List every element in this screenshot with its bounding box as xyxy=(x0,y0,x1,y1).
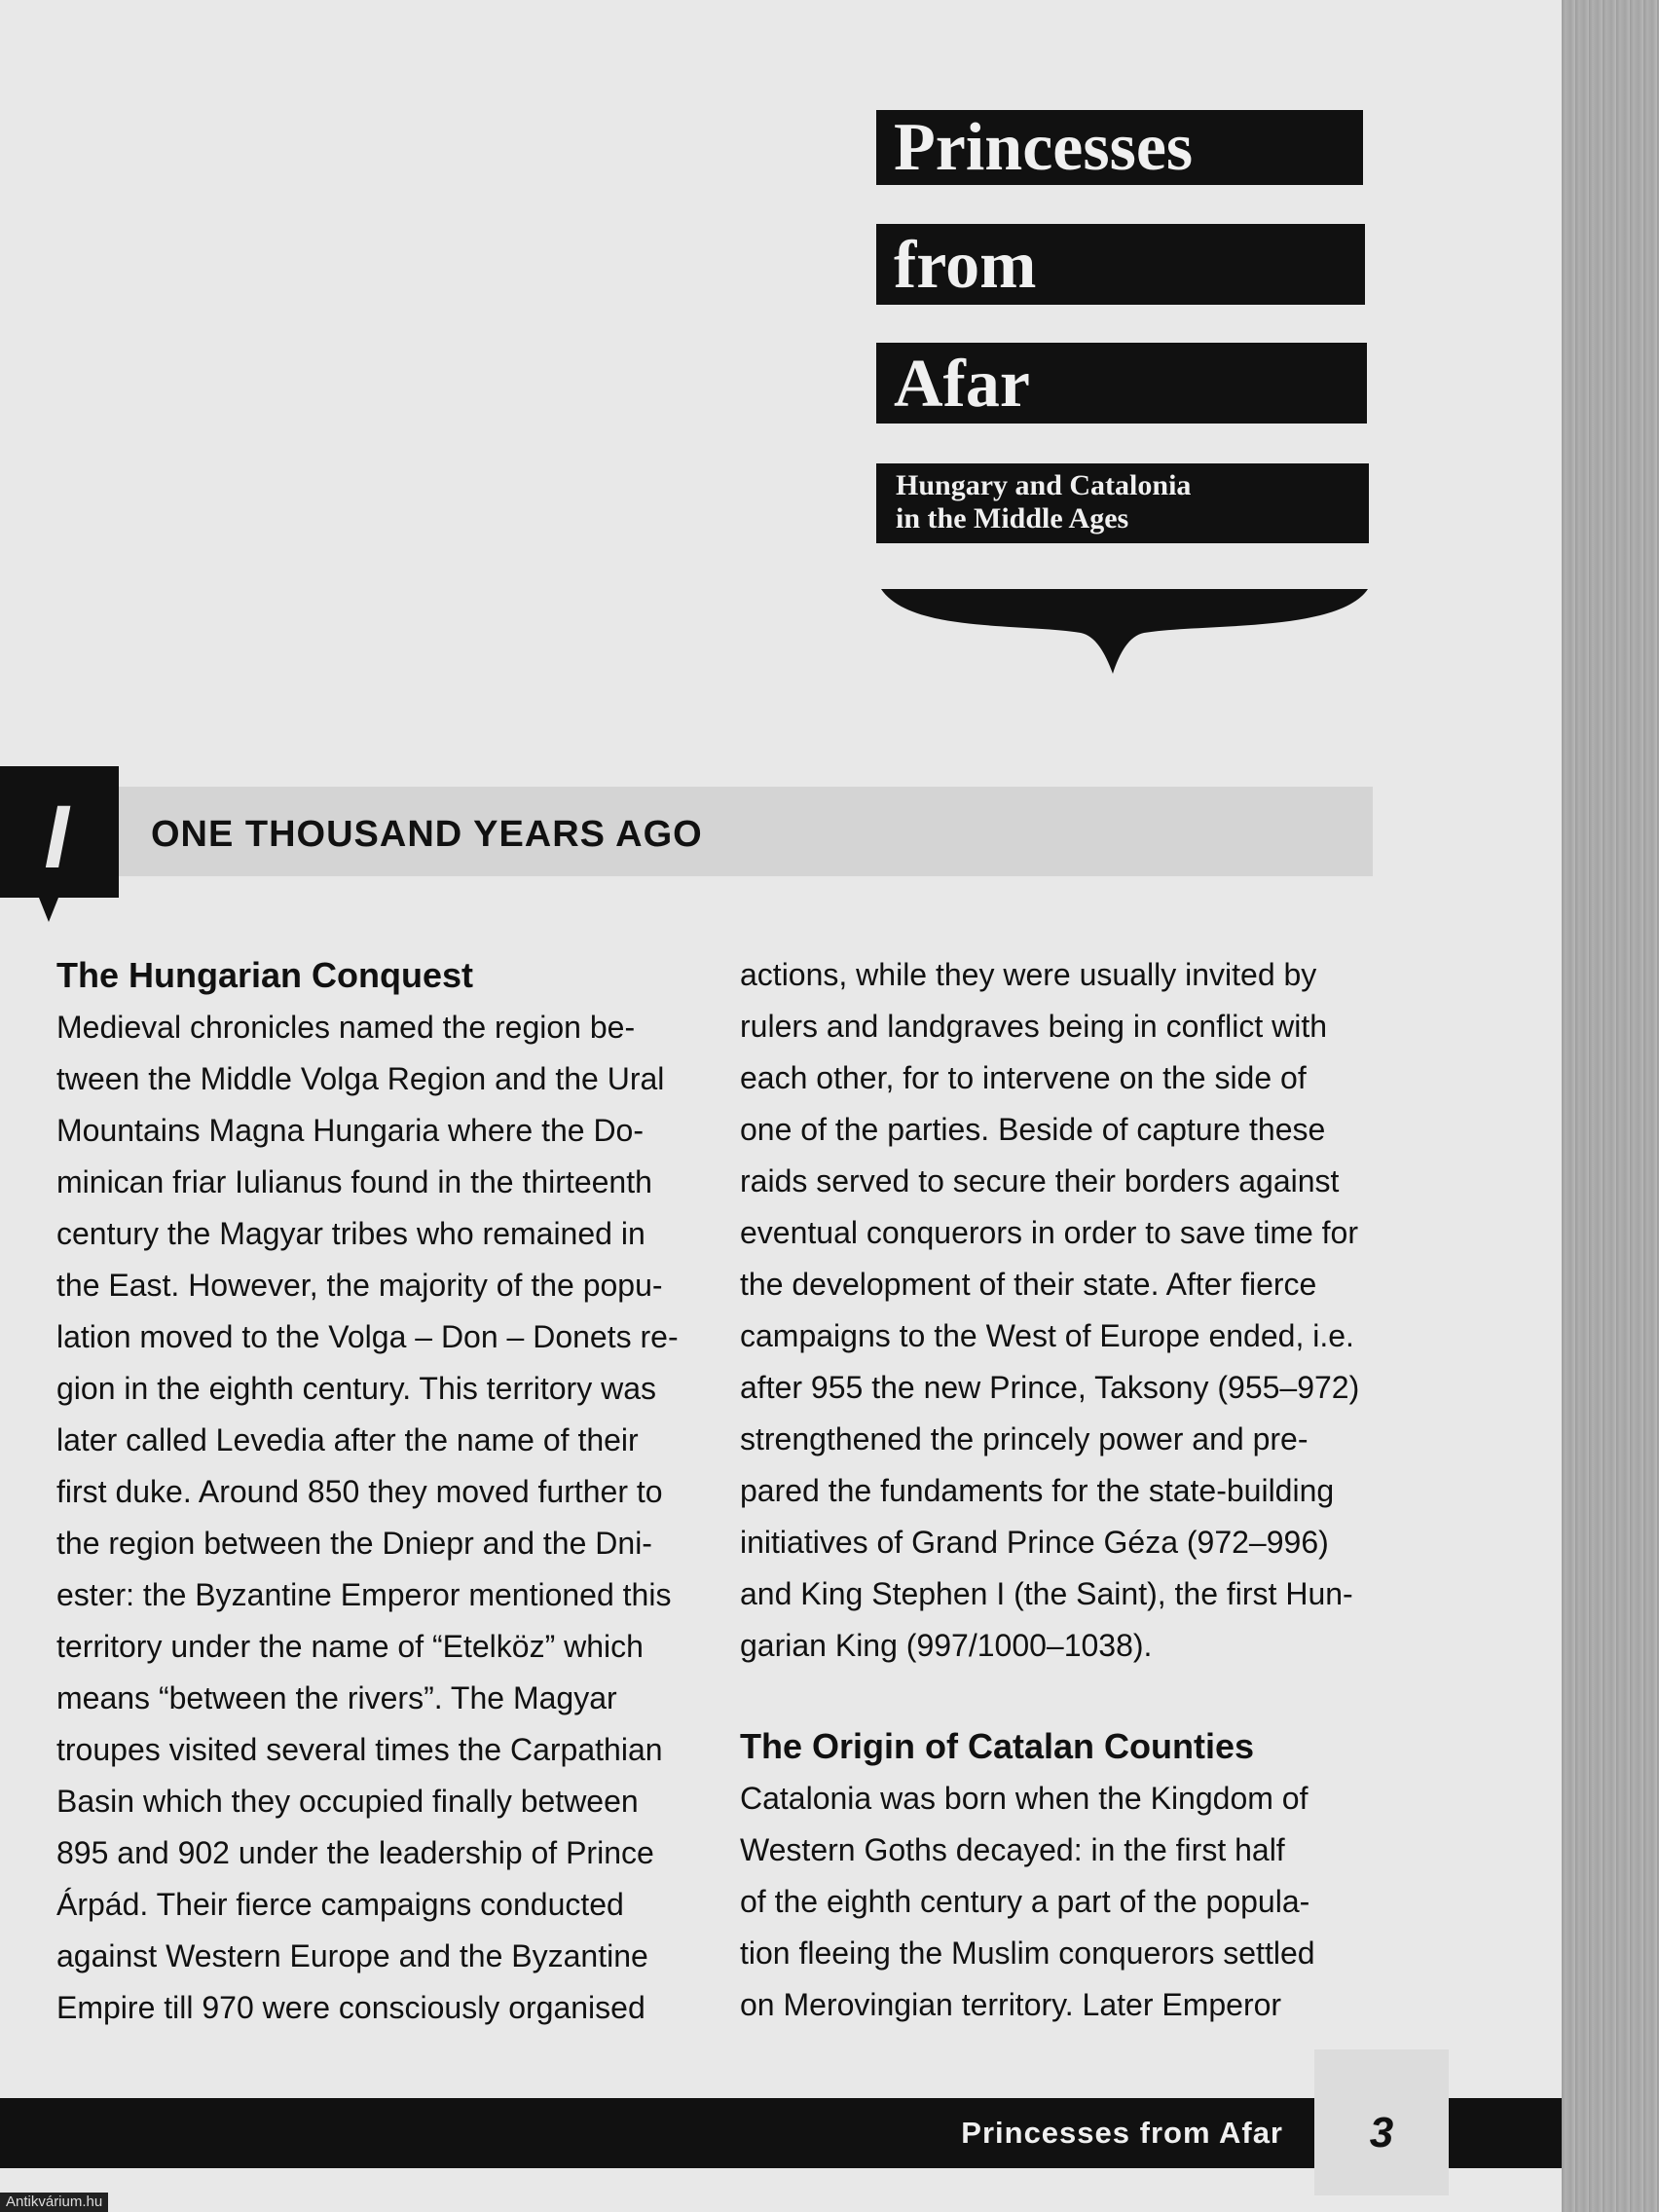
text-line: of the eighth century a part of the popula- xyxy=(740,1884,1310,1919)
title-line-3: Afar xyxy=(876,343,1367,424)
subtitle-block xyxy=(876,463,1369,543)
text-line: garian King (997/1000–1038). xyxy=(740,1628,1153,1663)
text-line: lation moved to the Volga – Don – Donets re- xyxy=(56,1319,679,1354)
text-line: and King Stephen I (the Saint), the first Hun- xyxy=(740,1576,1353,1611)
text-line: gion in the eighth century. This territory was xyxy=(56,1371,656,1406)
text-line: Medieval chronicles named the region be- xyxy=(56,1010,636,1045)
left-column xyxy=(56,949,728,2034)
text-line: ester: the Byzantine Emperor mentioned this xyxy=(56,1577,672,1612)
text-line: raids served to secure their borders against xyxy=(740,1163,1340,1198)
text-line: century the Magyar tribes who remained in xyxy=(56,1216,645,1251)
text-line: later called Levedia after the name of their xyxy=(56,1422,639,1457)
text-line: initiatives of Grand Prince Géza (972–996) xyxy=(740,1525,1329,1560)
right-column xyxy=(740,949,1412,2031)
text-line: rulers and landgraves being in conflict with xyxy=(740,1009,1327,1044)
text-line: actions, while they were usually invited by xyxy=(740,957,1317,992)
text-line: strengthened the princely power and pre- xyxy=(740,1421,1309,1456)
text-line: tween the Middle Volga Region and the Ural xyxy=(56,1061,665,1096)
text-line: tion fleeing the Muslim conquerors settled xyxy=(740,1936,1315,1971)
chapter-numeral: I xyxy=(44,788,69,887)
text-line: campaigns to the West of Europe ended, i.e. xyxy=(740,1318,1354,1353)
text-line: means “between the rivers”. The Magyar xyxy=(56,1680,617,1715)
text-line: minican friar Iulianus found in the thirteenth xyxy=(56,1164,652,1199)
page-number: 3 xyxy=(1369,2109,1394,2157)
running-title: Princesses from Afar xyxy=(961,2116,1283,2150)
conquest-text-right xyxy=(740,949,1412,1672)
text-line: on Merovingian territory. Later Emperor xyxy=(740,1987,1282,2022)
text-line: 895 and 902 under the leadership of Prince xyxy=(56,1835,654,1870)
section-spacer xyxy=(740,1672,1412,1720)
text-line: first duke. Around 850 they moved further to xyxy=(56,1474,663,1509)
title-line-1: Princesses xyxy=(876,110,1363,185)
text-line: Árpád. Their fierce campaigns conducted xyxy=(56,1887,624,1922)
text-line: one of the parties. Beside of capture these xyxy=(740,1112,1326,1147)
text-line: pared the fundaments for the state-building xyxy=(740,1473,1335,1508)
text-line: Basin which they occupied finally between xyxy=(56,1784,639,1819)
text-line: the region between the Dniepr and the Dni- xyxy=(56,1526,652,1561)
text-line: Empire till 970 were consciously organised xyxy=(56,1990,645,2025)
text-line: Mountains Magna Hungaria where the Do- xyxy=(56,1113,644,1148)
text-line: the development of their state. After fierce xyxy=(740,1267,1317,1302)
text-line: each other, for to intervene on the side of xyxy=(740,1060,1307,1095)
text-line: after 955 the new Prince, Taksony (955–972) xyxy=(740,1370,1360,1405)
text-line: Western Goths decayed: in the first half xyxy=(740,1832,1285,1867)
subtitle-line-1: Hungary and Catalonia xyxy=(896,469,1192,501)
footer-bar-end xyxy=(1449,2098,1562,2168)
watermark: Antikvárium.hu xyxy=(0,2193,108,2212)
page-edge xyxy=(1562,0,1659,2212)
section-heading-conquest: The Hungarian Conquest xyxy=(56,955,474,995)
text-line: eventual conquerors in order to save time for xyxy=(740,1215,1358,1250)
chapter-heading: ONE THOUSAND YEARS AGO xyxy=(151,814,703,855)
text-line: the East. However, the majority of the popu- xyxy=(56,1268,663,1303)
subtitle-line-2: in the Middle Ages xyxy=(896,502,1129,535)
section-heading-catalan: The Origin of Catalan Counties xyxy=(740,1726,1255,1766)
shield-ornament-icon xyxy=(881,584,1368,677)
text-line: against Western Europe and the Byzantine xyxy=(56,1938,648,1973)
text-line: Catalonia was born when the Kingdom of xyxy=(740,1781,1309,1816)
catalan-text xyxy=(740,1773,1412,2031)
text-line: troupes visited several times the Carpathian xyxy=(56,1732,663,1767)
title-line-2: from xyxy=(876,224,1365,305)
conquest-text-left xyxy=(56,1002,728,2034)
text-line: territory under the name of “Etelköz” which xyxy=(56,1629,644,1664)
